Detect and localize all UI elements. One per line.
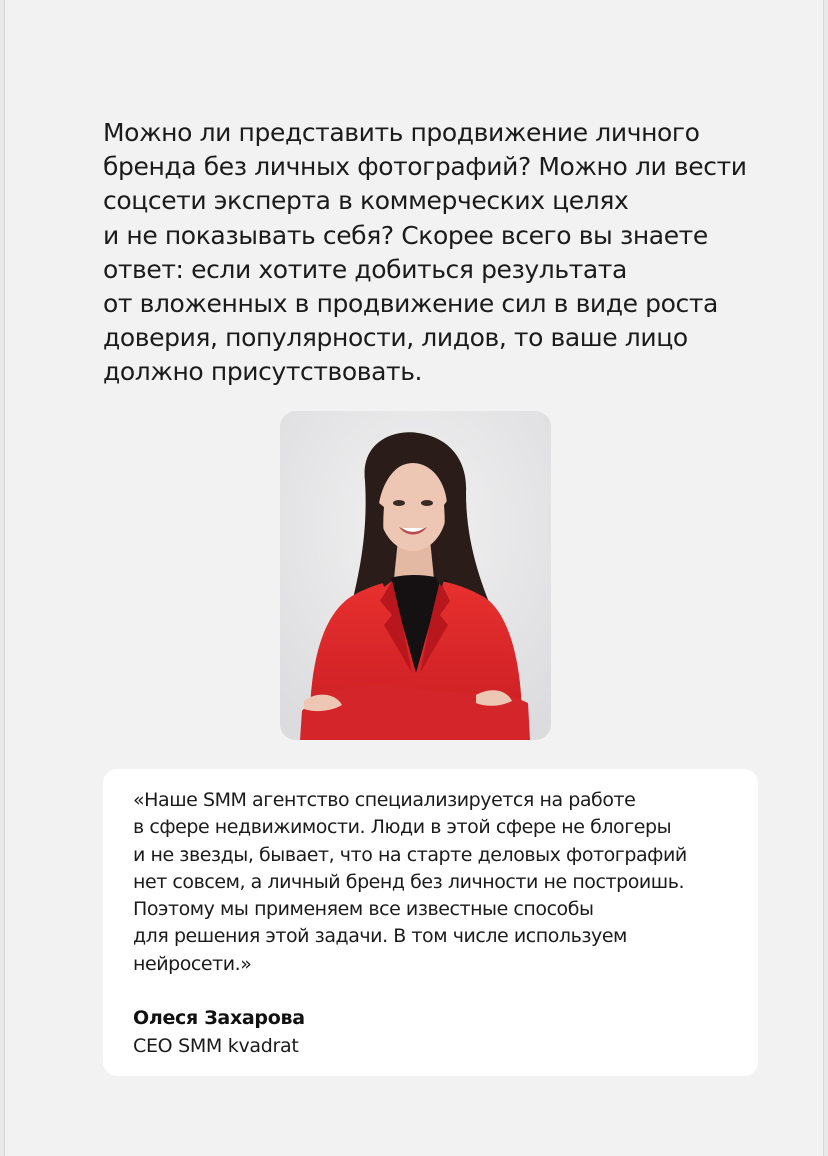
author-name: Олеся Захарова bbox=[133, 1007, 305, 1029]
eye bbox=[393, 500, 405, 506]
intro-line: должно присутствовать. bbox=[103, 357, 423, 387]
intro-line: и не показывать себя? Скорее всего вы знаете bbox=[103, 220, 708, 250]
eye bbox=[421, 500, 433, 506]
quote-line: нейросети.» bbox=[133, 952, 252, 975]
quote-line: Поэтому мы применяем все известные способы bbox=[133, 898, 594, 921]
intro-paragraph bbox=[103, 116, 763, 390]
quote-line: и не звезды, бывает, что на старте деловых фотографий bbox=[133, 843, 687, 866]
quote-line: для решения этой задачи. В том числе используем bbox=[133, 925, 627, 948]
quote-line: нет совсем, а личный бренд без личности не построишь. bbox=[133, 870, 685, 893]
intro-line: доверия, популярности, лидов, то ваше лицо bbox=[103, 323, 688, 353]
author-role: CEO SMM kvadrat bbox=[133, 1035, 299, 1057]
testimonial-quote bbox=[133, 787, 743, 978]
document-page bbox=[4, 0, 824, 1156]
quote-line: в сфере недвижимости. Люди в этой сфере не блогеры bbox=[133, 816, 672, 839]
intro-line: ответ: если хотите добиться результата bbox=[103, 254, 627, 284]
portrait-photo bbox=[280, 411, 551, 740]
intro-line: от вложенных в продвижение сил в виде роста bbox=[103, 289, 718, 319]
testimonial-card bbox=[103, 769, 758, 1076]
intro-line: соцсети эксперта в коммерческих целях bbox=[103, 186, 629, 216]
intro-line: Можно ли представить продвижение личного bbox=[103, 118, 700, 147]
portrait-photo-icon bbox=[280, 411, 551, 740]
quote-line: «Наше SMM агентство специализируется на работе bbox=[133, 789, 636, 811]
intro-line: бренда без личных фотографий? Можно ли вести bbox=[103, 152, 747, 182]
